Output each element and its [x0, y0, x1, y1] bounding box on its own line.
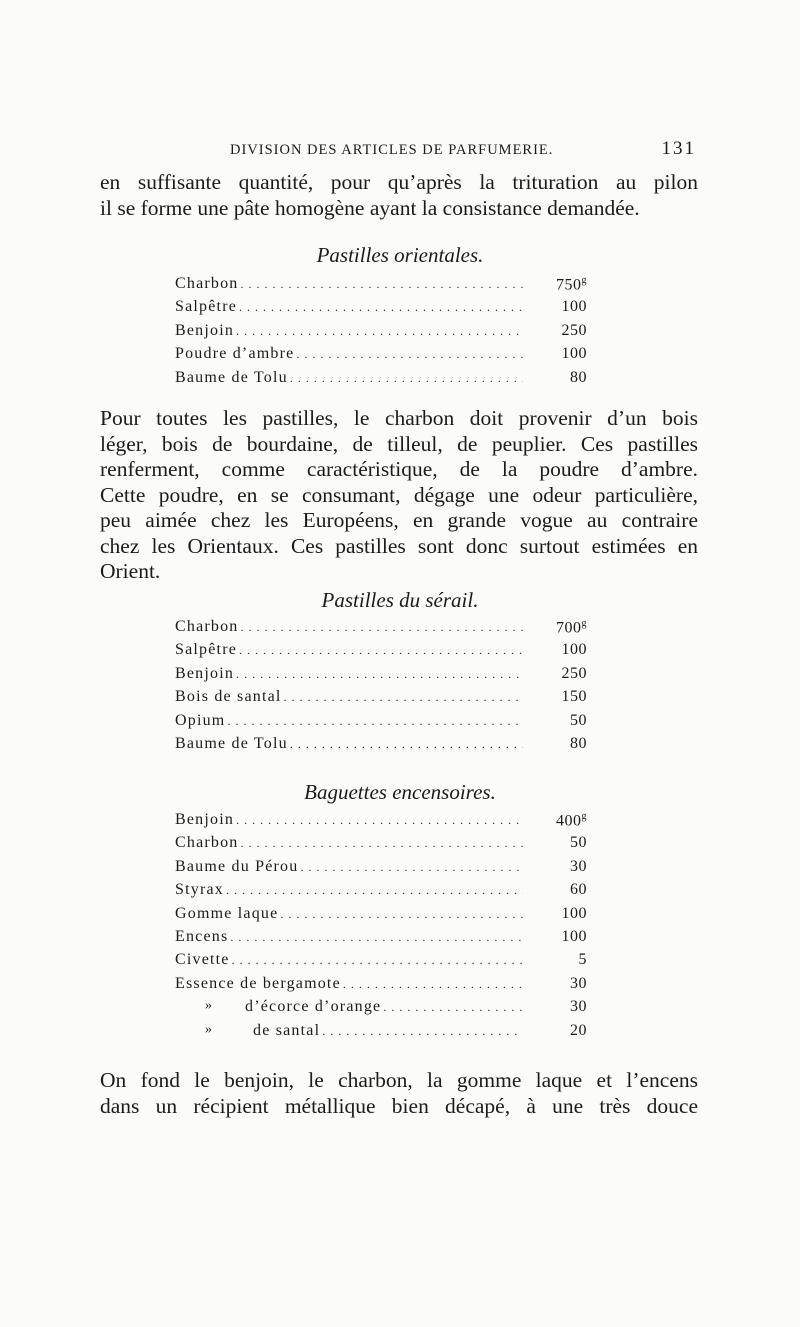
paragraph-method: [100, 1068, 698, 1119]
ingredient-quantity: 60: [570, 881, 587, 899]
ingredient-quantity: 30: [570, 857, 587, 875]
text-line: Pour toutes les pastilles, le charbon doit provenir d’un bois: [100, 406, 698, 430]
ingredient-quantity: 750$^g$: [556, 275, 587, 294]
ingredient-row: [175, 322, 595, 345]
ingredient-quantity: 20: [570, 1021, 587, 1039]
ingredient-quantity: 30: [570, 974, 587, 992]
ingredient-quantity: 250: [561, 321, 587, 339]
ingredient-name: Baume du Pérou: [175, 857, 299, 875]
page-number: 131: [661, 138, 696, 159]
ingredient-row: [175, 951, 595, 974]
ingredient-row: [175, 881, 595, 904]
ingredient-quantity: 50: [570, 834, 587, 852]
ingredient-row: [175, 998, 595, 1021]
running-title: DIVISION DES ARTICLES DE PARFUMERIE.: [230, 142, 554, 158]
ingredient-quantity: 100: [561, 298, 587, 316]
paragraph-intro: [100, 170, 698, 221]
text-line: Cette poudre, en se consumant, dégage une odeur particulière,: [100, 482, 698, 507]
ingredient-name: Charbon: [175, 618, 239, 635]
ingredient-name: Styrax: [175, 881, 224, 899]
ingredient-name: Essence de bergamote: [175, 974, 341, 992]
ingredient-name: Civette: [175, 951, 230, 969]
text-line: léger, bois de bourdaine, de tilleul, de peuplier. Ces pastilles: [100, 431, 698, 456]
ingredient-row: [175, 1022, 595, 1045]
recipe-pastilles-du-serail: [175, 618, 595, 758]
ingredient-quantity: 100: [561, 345, 587, 363]
ingredient-name: Salpêtre: [175, 641, 238, 659]
ingredient-row: [175, 928, 595, 951]
ingredient-row: [175, 275, 595, 298]
ingredient-quantity: 100: [561, 904, 587, 922]
ingredient-name: Baume de Tolu: [175, 734, 288, 752]
ingredient-quantity: 50: [570, 711, 587, 729]
ingredient-quantity: 700$^g$: [556, 618, 587, 637]
text-line: chez les Orientaux. Ces pastilles sont donc surtout estimées en: [100, 533, 698, 558]
ingredient-name: Encens: [175, 927, 229, 945]
text-line: On fond le benjoin, le charbon, la gomme laque et l’encens: [100, 1068, 698, 1092]
ingredient-name: Benjoin: [175, 811, 235, 828]
ingredient-quantity: 250: [561, 664, 587, 682]
ingredient-row: [175, 641, 595, 664]
ingredient-quantity: 150: [561, 688, 587, 706]
ingredient-name: Charbon: [175, 834, 239, 852]
ingredient-quantity: 80: [570, 734, 587, 752]
ingredient-name: Baume de Tolu: [175, 368, 288, 386]
ingredient-row: [175, 735, 595, 758]
ingredient-row: [175, 618, 595, 641]
page-header: [100, 138, 700, 162]
text-line: en suffisante quantité, pour qu’après la trituration au pilon: [100, 170, 698, 194]
ingredient-quantity: 30: [570, 998, 587, 1016]
ingredient-quantity: 400$^g$: [556, 811, 587, 830]
recipe-pastilles-orientales: [175, 275, 595, 392]
ingredient-quantity: 100: [561, 641, 587, 659]
ingredient-name: Charbon: [175, 275, 239, 292]
ditto-mark: »: [205, 998, 214, 1014]
ingredient-row: [175, 298, 595, 321]
ingredient-name: Opium: [175, 711, 226, 729]
ingredient-row: [175, 345, 595, 368]
ingredient-row: [175, 905, 595, 928]
recipe-baguettes-encensoires: [175, 811, 595, 1045]
ingredient-quantity: 100: [561, 927, 587, 945]
ingredient-name: Benjoin: [175, 321, 235, 339]
ingredient-row: [175, 665, 595, 688]
ingredient-name: Benjoin: [175, 664, 235, 682]
ingredient-name: Gomme laque: [175, 904, 279, 922]
ingredient-name: d’écorce d’orange: [245, 998, 382, 1016]
text-line: renferment, comme caractéristique, de la poudre d’ambre.: [100, 457, 698, 481]
ingredient-name: Salpêtre: [175, 298, 238, 316]
text-line: Orient.: [100, 559, 161, 583]
paragraph-pastilles-notes: [100, 406, 698, 585]
recipe-title-pastilles-orientales: Pastilles orientales.: [316, 243, 484, 267]
ingredient-row: [175, 834, 595, 857]
ingredient-quantity: 80: [570, 368, 587, 386]
recipe-title-pastilles-du-serail: Pastilles du sérail.: [321, 588, 479, 612]
ingredient-name: de santal: [253, 1021, 321, 1039]
ingredient-quantity: 5: [578, 951, 587, 969]
ingredient-name: Poudre d’ambre: [175, 345, 295, 363]
ingredient-name: Bois de santal: [175, 688, 282, 706]
recipe-title-baguettes-encensoires: Baguettes encensoires.: [304, 780, 496, 804]
ingredient-row: [175, 858, 595, 881]
ingredient-row: [175, 369, 595, 392]
text-line: dans un récipient métallique bien décapé, à une très douce: [100, 1093, 698, 1118]
text-line: il se forme une pâte homogène ayant la consistance demandée.: [100, 195, 640, 220]
text-line: peu aimée chez les Européens, en grande vogue au contraire: [100, 508, 698, 532]
ingredient-row: [175, 811, 595, 834]
ingredient-row: [175, 688, 595, 711]
ingredient-row: [175, 975, 595, 998]
ingredient-row: [175, 712, 595, 735]
ditto-mark: »: [205, 1021, 214, 1037]
